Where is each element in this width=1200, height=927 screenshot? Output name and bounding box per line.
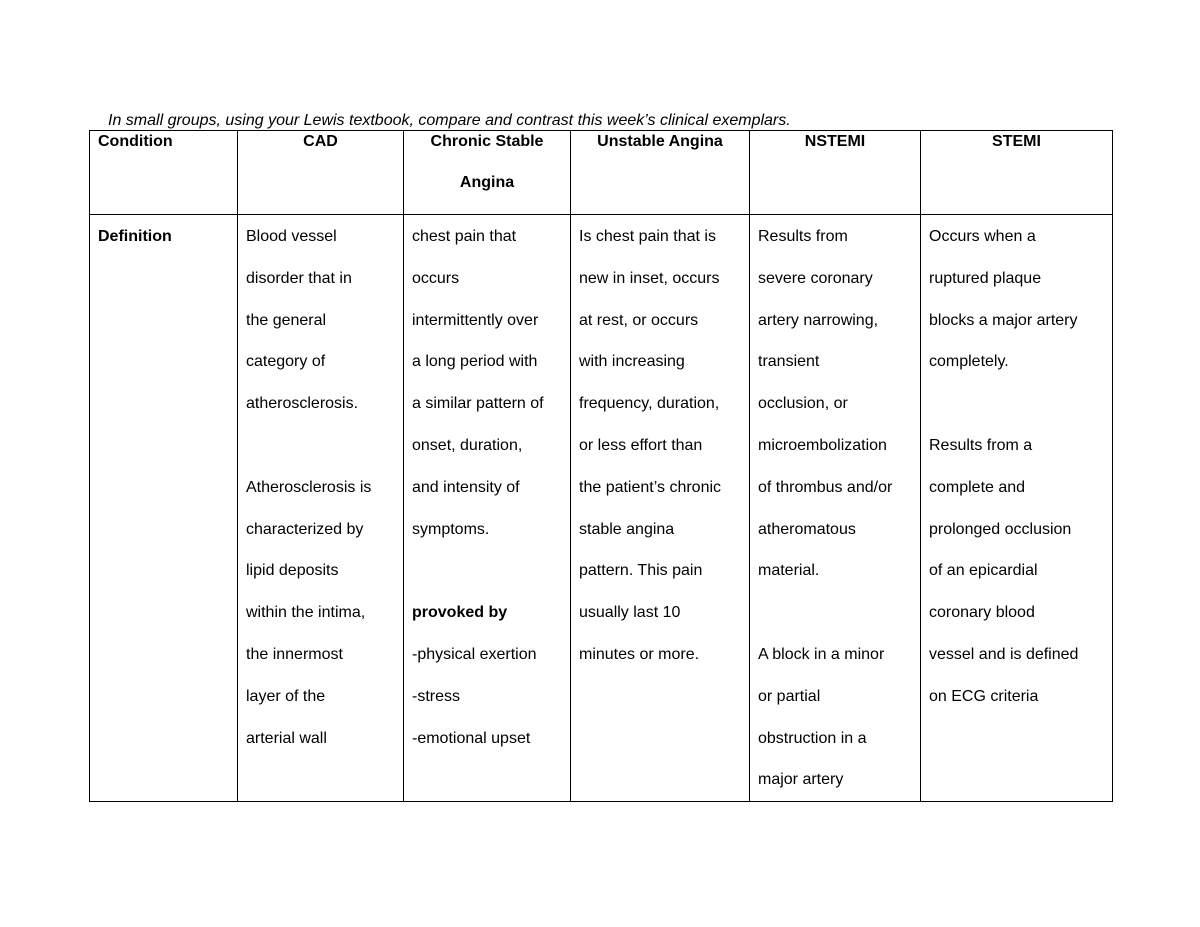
header-cad <box>238 131 404 215</box>
stemi-definition-line-11: vessel and is defined <box>929 645 1079 663</box>
stemi-definition-line-1: Occurs when a <box>929 228 1036 245</box>
unstable-angina-definition-line-5: frequency, duration, <box>579 395 720 413</box>
header-condition <box>90 131 238 215</box>
header-chronic-stable-angina-line1: Chronic Stable <box>430 133 544 150</box>
unstable-angina-definition-line-9: pattern. This pain <box>579 562 703 580</box>
cad-definition-line-6 <box>246 425 403 467</box>
unstable-angina-definition-line-6: or less effort than <box>579 436 703 454</box>
unstable-angina-definition-line-4: with increasing <box>579 353 685 371</box>
cad-definition-line-9: lipid deposits <box>246 562 339 580</box>
chronic-stable-angina-definition-line-5: a similar pattern of <box>412 395 544 413</box>
header-nstemi-label: NSTEMI <box>804 133 866 150</box>
stemi-definition-line-2: ruptured plaque <box>929 269 1042 287</box>
chronic-stable-angina-definition-cell <box>404 215 571 802</box>
nstemi-definition-line-9: material. <box>758 562 820 580</box>
stemi-definition-cell <box>921 215 1113 802</box>
nstemi-definition-cell <box>750 215 921 802</box>
cad-definition-line-11: the innermost <box>246 645 343 663</box>
cad-definition-line-13: arterial wall <box>246 729 327 747</box>
chronic-stable-angina-definition-line-2: occurs <box>412 269 460 287</box>
unstable-angina-definition-cell <box>571 215 750 802</box>
stemi-definition-line-6: Results from a <box>929 436 1033 454</box>
nstemi-definition-line-7: of thrombus and/or <box>758 478 893 496</box>
unstable-angina-definition-line-1: Is chest pain that is <box>579 228 716 245</box>
nstemi-definition-line-2: severe coronary <box>758 269 873 287</box>
header-condition-label: Condition <box>98 133 173 150</box>
stemi-definition-line-3: blocks a major artery <box>929 311 1078 329</box>
nstemi-definition-line-11: A block in a minor <box>758 645 885 663</box>
header-stemi <box>921 131 1113 215</box>
header-unstable-angina-label: Unstable Angina <box>597 133 723 150</box>
unstable-angina-definition-line-7: the patient’s chronic <box>579 478 722 496</box>
header-chronic-stable-angina <box>404 131 571 215</box>
header-chronic-stable-angina-line2: Angina <box>459 174 515 191</box>
definition-label-cell <box>90 215 238 802</box>
chronic-stable-angina-definition-line-1: chest pain that <box>412 228 517 245</box>
chronic-stable-angina-definition-line-7: and intensity of <box>412 478 520 496</box>
stemi-definition-line-12: on ECG criteria <box>929 687 1039 705</box>
cad-definition-line-10: within the intima, <box>246 604 366 622</box>
nstemi-definition-line-10 <box>758 592 920 634</box>
chronic-stable-angina-definition-line-11: -physical exertion <box>412 645 537 663</box>
chronic-stable-angina-definition-line-4: a long period with <box>412 353 538 371</box>
instructions-text: In small groups, using your Lewis textbook, compare and contrast this week’s clinical exemplars. <box>108 112 791 129</box>
chronic-stable-angina-definition-line-10: provoked by <box>412 604 508 622</box>
cad-definition-line-1: Blood vessel <box>246 228 337 245</box>
cad-definition-line-2: disorder that in <box>246 269 352 287</box>
stemi-definition-line-5 <box>929 383 1112 425</box>
cad-definition-line-7: Atherosclerosis is <box>246 478 372 496</box>
stemi-definition-line-4: completely. <box>929 353 1009 371</box>
cad-definition-line-4: category of <box>246 353 326 371</box>
table-row-definition <box>90 215 1113 802</box>
header-unstable-angina <box>571 131 750 215</box>
unstable-angina-definition-line-11: minutes or more. <box>579 645 700 663</box>
nstemi-definition-line-1: Results from <box>758 228 848 245</box>
nstemi-definition-line-8: atheromatous <box>758 520 856 538</box>
definition-label: Definition <box>98 228 172 245</box>
unstable-angina-definition-line-8: stable angina <box>579 520 675 538</box>
chronic-stable-angina-definition-line-3: intermittently over <box>412 311 539 329</box>
nstemi-definition-line-14: major artery <box>758 771 844 789</box>
nstemi-definition-line-13: obstruction in a <box>758 729 867 747</box>
chronic-stable-angina-definition-line-12: -stress <box>412 687 460 705</box>
stemi-definition-line-8: prolonged occlusion <box>929 520 1072 538</box>
unstable-angina-definition-line-3: at rest, or occurs <box>579 311 699 329</box>
cad-definition-line-8: characterized by <box>246 520 364 538</box>
chronic-stable-angina-definition-line-9 <box>412 550 570 592</box>
cad-definition-cell <box>238 215 404 802</box>
nstemi-definition-line-12: or partial <box>758 687 821 705</box>
unstable-angina-definition-line-2: new in inset, occurs <box>579 269 720 287</box>
nstemi-definition-line-3: artery narrowing, <box>758 311 879 329</box>
nstemi-definition-line-5: occlusion, or <box>758 395 848 413</box>
header-nstemi <box>750 131 921 215</box>
chronic-stable-angina-definition-line-6: onset, duration, <box>412 436 523 454</box>
nstemi-definition-line-4: transient <box>758 353 820 371</box>
stemi-definition-line-9: of an epicardial <box>929 562 1038 580</box>
cad-definition-line-3: the general <box>246 311 327 329</box>
chronic-stable-angina-definition-line-13: -emotional upset <box>412 729 531 747</box>
comparison-table <box>89 130 1113 802</box>
chronic-stable-angina-definition-line-8: symptoms. <box>412 520 490 538</box>
stemi-definition-line-10: coronary blood <box>929 604 1035 622</box>
nstemi-definition-line-6: microembolization <box>758 436 887 454</box>
stemi-definition-line-7: complete and <box>929 478 1026 496</box>
unstable-angina-definition-line-10: usually last 10 <box>579 604 681 622</box>
cad-definition-line-5: atherosclerosis. <box>246 395 359 413</box>
table-header-row <box>90 131 1113 215</box>
header-cad-label: CAD <box>303 133 338 150</box>
header-stemi-label: STEMI <box>992 133 1041 150</box>
cad-definition-line-12: layer of the <box>246 687 326 705</box>
